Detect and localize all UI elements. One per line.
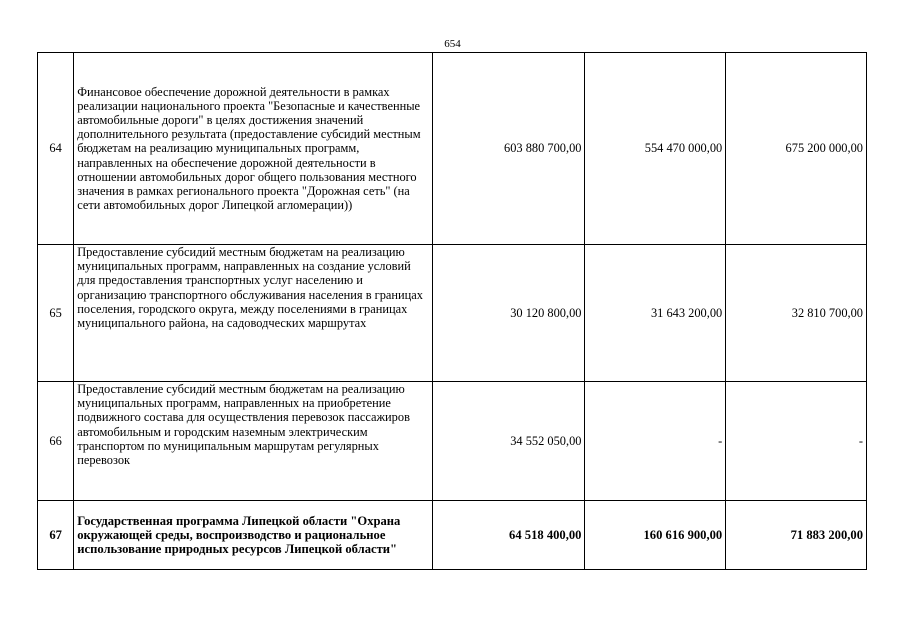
row-number: 66: [38, 382, 74, 501]
row-number: 65: [38, 245, 74, 382]
amount-cell: 30 120 800,00: [433, 245, 585, 382]
amount-cell: 554 470 000,00: [585, 53, 726, 245]
amount-cell: 31 643 200,00: [585, 245, 726, 382]
row-description: Финансовое обеспечение дорожной деятельности в рамках реализации национального проекта "Безопасные и качественные автомобильные дороги" в целях достижения значений дополнительного результата (предоставление субсидий местным бюджетам на реализацию муниципальных программ, направленных на обеспечение дорожной деятельности в отношении автомобильных дорог общего пользования местного значения в рамках регионального проекта "Дорожная сеть" (на сети автомобильных дорог Липецкой агломерации)): [74, 53, 433, 245]
row-number: 67: [38, 501, 74, 570]
row-description: Государственная программа Липецкой области "Охрана окружающей среды, воспроизводство и рациональное использование природных ресурсов Липецкой области": [74, 501, 433, 570]
budget-table: [37, 52, 867, 570]
row-description: Предоставление субсидий местным бюджетам на реализацию муниципальных программ, направленных на приобретение подвижного состава для осуществления перевозок пассажиров автомобильным и городским наземным электрическим транспортом по муниципальным маршрутам регулярных перевозок: [74, 382, 433, 501]
table-row: [38, 382, 867, 501]
amount-cell: 32 810 700,00: [726, 245, 867, 382]
table-row: [38, 501, 867, 570]
amount-cell: 34 552 050,00: [433, 382, 585, 501]
amount-cell: 675 200 000,00: [726, 53, 867, 245]
table-row: [38, 53, 867, 245]
amount-cell: -: [726, 382, 867, 501]
amount-cell: 160 616 900,00: [585, 501, 726, 570]
amount-cell: -: [585, 382, 726, 501]
row-number: 64: [38, 53, 74, 245]
page-number: 654: [444, 38, 461, 50]
row-description: Предоставление субсидий местным бюджетам на реализацию муниципальных программ, направленных на создание условий для предоставления транспортных услуг населению и организацию транспортного обслуживания населения в границах поселения, городского округа, между поселениями в границах муниципального района, на садоводческих маршрутах: [74, 245, 433, 382]
amount-cell: 71 883 200,00: [726, 501, 867, 570]
amount-cell: 64 518 400,00: [433, 501, 585, 570]
table-row: [38, 245, 867, 382]
amount-cell: 603 880 700,00: [433, 53, 585, 245]
